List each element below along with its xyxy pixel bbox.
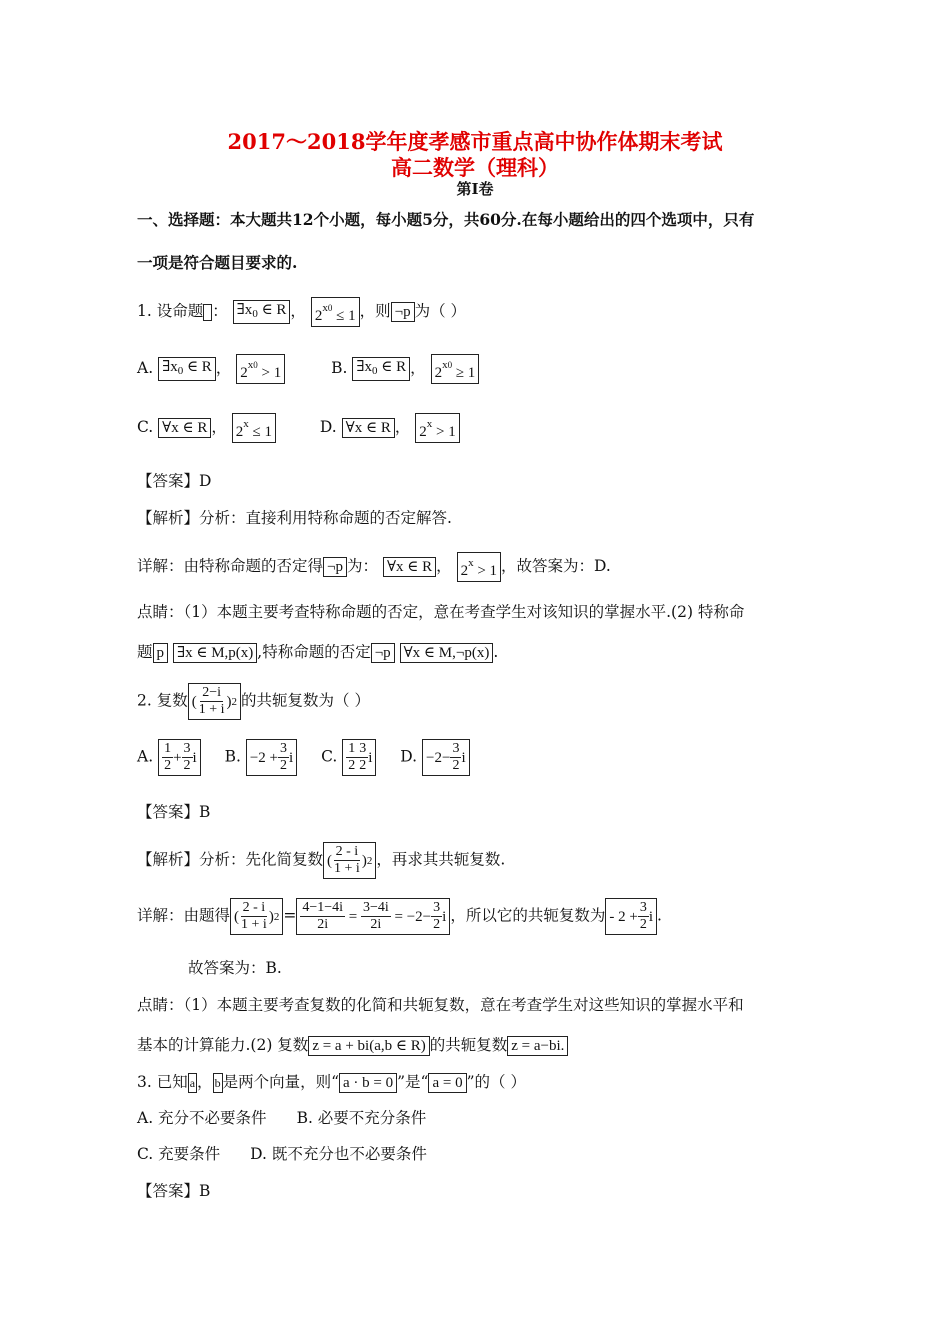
q1-point-cont: 题 p ∃x ∈ M,p(x) ,特称命题的否定 ¬p ∀x ∈ M,¬p(x) . [137, 643, 499, 661]
formula-box: ∀x ∈ R [383, 557, 436, 577]
section-header: 一、选择题：本大题共12个小题，每小题5分，共60分.在每小题给出的四个选项中，只有 [137, 210, 755, 229]
q1-answer: 【答案】D [137, 472, 212, 490]
q1-stem: 1. 设命题 ： $\exists x_0$ ∈ R ， $2^{x0} \le 1$ ，则 ¬p 为（ ） [137, 297, 466, 327]
formula-box: ∀x ∈ M,¬p(x) [400, 643, 494, 663]
formula-box: $\frac{4-1-4i}{2i}$ = $\frac{3-4i}{2i}$ = −2− $\frac{3}{2}$ i [296, 898, 450, 935]
q1-options-ab: A. $\exists x_0$ ∈ R ， $2^{x0} > 1$ B. $\exists x_0$ ∈ R ， $2^{x0} \ge 1$ [137, 354, 479, 384]
formula-box: ∃x ∈ M,p(x) [173, 643, 257, 663]
q3-option-b: B. 必要不充分条件 [296, 1109, 427, 1127]
q1-detail: 详解：由特称命题的否定得 ¬p 为： ∀x ∈ R ， $2^x > 1$ ，故答案为：D. [137, 552, 611, 582]
q3-answer: 【答案】B [137, 1182, 211, 1200]
q3-stem: 3. 已知 a ， b 是两个向量，则“ a · b = 0 ”是“ a = 0 ”的（ ） [137, 1073, 526, 1091]
formula-box: $\exists x_0$ ∈ R [352, 357, 410, 381]
formula-box: b [213, 1073, 223, 1093]
q1-analysis: 【解析】分析：直接利用特称命题的否定解答. [137, 509, 452, 527]
volume-label: 第Ⅰ卷 [456, 180, 494, 198]
formula-box: ¬p [391, 302, 415, 322]
q1-option-c-label: C. [137, 418, 154, 436]
q1-option-a-label: A. [137, 359, 154, 377]
formula-box: p [153, 643, 169, 663]
exam-subtitle: 高二数学（理科） [391, 155, 559, 180]
formula-box: z = a−bi. [507, 1036, 568, 1056]
formula-box: $2^{x0} > 1$ [236, 354, 285, 384]
formula-box: ¬p [323, 557, 347, 577]
q3-option-c: C. 充要条件 [137, 1145, 221, 1163]
formula-box: ( $\frac{2 - i}{1 + i}$ ) 2 [323, 842, 376, 879]
exam-title: 2017～2018学年度孝感市重点高中协作体期末考试 [227, 129, 723, 154]
formula-box: ( $\frac{2-i}{1 + i}$ ) 2 [188, 683, 241, 720]
section-header-cont: 一项是符合题目要求的. [137, 253, 298, 272]
formula-placeholder [203, 304, 212, 321]
q1-point: 点睛：（1）本题主要考查特称命题的否定，意在考查学生对该知识的掌握水平.(2) 特称命 [137, 603, 745, 621]
q2-point-cont: 基本的计算能力.(2) 复数 z = a + bi(a,b ∈ R) 的共轭复数 z = a−bi. [137, 1034, 568, 1056]
q2-answer: 【答案】B [137, 803, 211, 821]
q2-options: A. $\frac{1}{2}$ + $\frac{3}{2}$ i B. −2 + $\frac{3}{2}$ i C. $\frac{1}{2}$ $\frac{3}{2}$ i D. −2− $\frac{3}{2}$ i [137, 739, 470, 776]
q2-analysis: 【解析】分析：先化简复数 ( $\frac{2 - i}{1 + i}$ ) 2 ，再求其共轭复数. [137, 842, 505, 879]
formula-box: a · b = 0 [339, 1073, 397, 1093]
formula-box: $2^{x0} \le 1$ [311, 297, 360, 327]
formula-box: $2^x \le 1$ [232, 413, 276, 443]
q2-conclusion: 故答案为：B. [188, 959, 282, 977]
formula-box: $2^x > 1$ [457, 552, 501, 582]
q3-options-cd [137, 1143, 427, 1165]
formula-box: a = 0 [428, 1073, 466, 1093]
formula-box: ∀x ∈ R [342, 418, 395, 438]
formula-box: a [188, 1073, 197, 1093]
formula-box: $\frac{1}{2}$ $\frac{3}{2}$ i [342, 739, 376, 776]
formula-box: - 2 + $\frac{3}{2}$ i [605, 898, 657, 935]
q3-options-ab [137, 1107, 426, 1129]
q2-detail: 详解：由题得 ( $\frac{2 - i}{1 + i}$ ) 2 = $\frac{4-1-4i}{2i}$ = $\frac{3-4i}{2i}$ = −2− $\frac{3}{2}$ i ，所以它的共轭复数为 - 2 + $\frac{3}{2}$ i . [137, 898, 662, 935]
q3-option-a: A. 充分不必要条件 [137, 1109, 267, 1127]
formula-box: −2 + $\frac{3}{2}$ i [246, 739, 297, 776]
q1-prefix: 1. 设命题 [137, 302, 204, 320]
q1-options-cd: C. ∀x ∈ R ， $2^x \le 1$ D. ∀x ∈ R ， $2^x > 1$ [137, 413, 460, 443]
q2-stem: 2. 复数 ( $\frac{2-i}{1 + i}$ ) 2 的共轭复数为（ ） [137, 683, 370, 720]
formula-box: $\frac{1}{2}$ + $\frac{3}{2}$ i [158, 739, 201, 776]
formula-box: ( $\frac{2 - i}{1 + i}$ ) 2 [230, 898, 283, 935]
formula-box: ¬p [371, 643, 395, 663]
q1-option-d-label: D. [319, 418, 337, 436]
q1-option-b-label: B. [331, 359, 348, 377]
q2-point: 点睛：（1）本题主要考查复数的化简和共轭复数，意在考查学生对这些知识的掌握水平和 [137, 996, 744, 1014]
formula-box: $2^x > 1$ [415, 413, 459, 443]
formula-box: $2^{x0} \ge 1$ [431, 354, 480, 384]
formula-box: z = a + bi(a,b ∈ R) [308, 1036, 429, 1056]
formula-box: $\exists x_0$ ∈ R [158, 357, 216, 381]
formula-box: ∀x ∈ R [158, 418, 211, 438]
q3-option-d: D. 既不充分也不必要条件 [250, 1145, 427, 1163]
formula-box: $\exists x_0$ ∈ R [233, 300, 291, 324]
formula-box: −2− $\frac{3}{2}$ i [422, 739, 470, 776]
